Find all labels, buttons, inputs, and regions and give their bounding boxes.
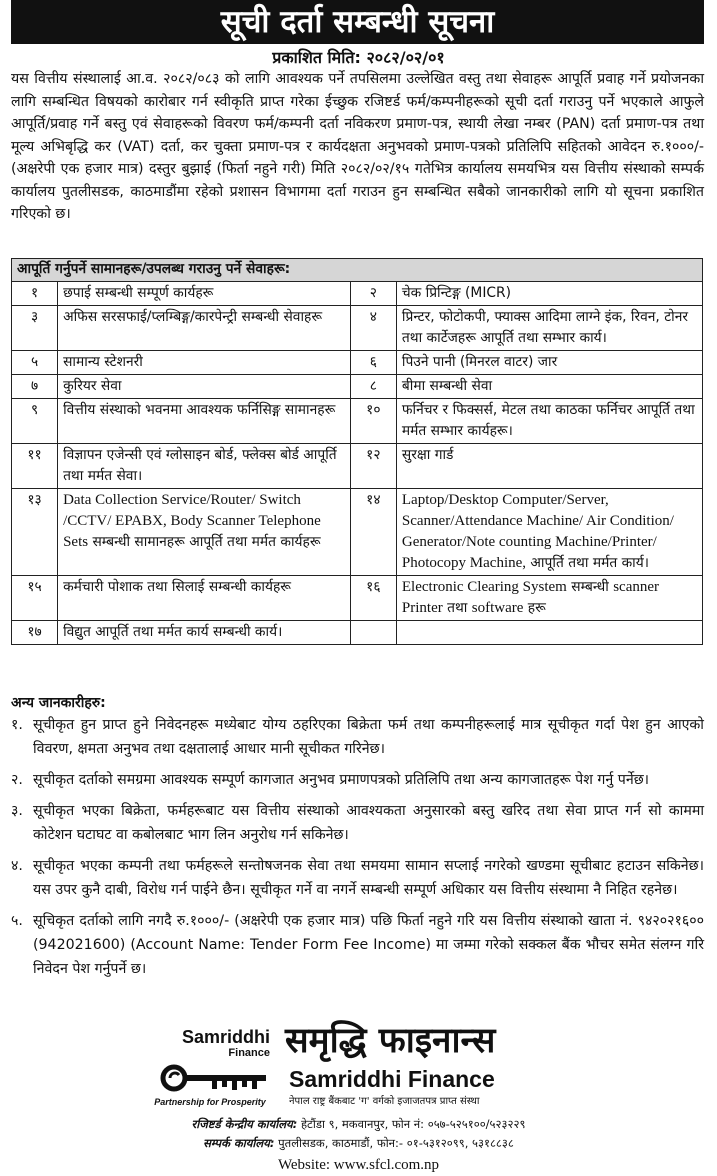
list-item bbox=[11, 713, 704, 761]
item-text: सामान्य स्टेशनरी bbox=[58, 351, 351, 375]
contact-office-value: पुतलीसडक, काठमाडौं, फोन:- ०१-५३१२०९९, ५३१८८३८ bbox=[274, 1136, 514, 1150]
published-date: प्रकाशित मिति: २०८२/०२/०१ bbox=[272, 48, 445, 67]
table-heading: आपूर्ति गर्नुपर्ने सामानहरू/उपलब्ध गराउनु पर्ने सेवाहरू: bbox=[12, 259, 703, 282]
supply-items-table bbox=[11, 258, 703, 645]
company-logo bbox=[154, 1027, 270, 1107]
list-item-number: ४. bbox=[11, 858, 23, 874]
notice-title-banner bbox=[11, 0, 704, 44]
table-row bbox=[12, 576, 703, 621]
item-number: ४ bbox=[350, 306, 396, 351]
item-text bbox=[396, 621, 702, 645]
table-row bbox=[12, 306, 703, 351]
item-text: चेक प्रिन्टिङ्ग (MICR) bbox=[396, 282, 702, 306]
key-icon bbox=[160, 1061, 270, 1095]
item-text bbox=[396, 489, 702, 576]
registered-office bbox=[0, 1117, 717, 1132]
item-text: फर्निचर र फिक्सर्स, मेटल तथा काठका फर्निचर आपूर्ति तथा मर्मत सम्भार कार्यहरू। bbox=[396, 399, 702, 444]
table-row bbox=[12, 621, 703, 645]
item-text-english: Laptop/Desktop Computer/Server, Scanner/Attendance Machine/ Air Condition/ Generator/Note counting Machine/Printer/ Photocopy Machine, bbox=[401, 492, 674, 571]
list-item bbox=[11, 799, 704, 847]
item-text bbox=[396, 576, 702, 621]
item-text: अफिस सरसफाई/प्लम्बिङ्ग/कारपेन्ट्री सम्बन्धी सेवाहरू bbox=[58, 306, 351, 351]
list-item-text: सूचिकृत दर्ताको लागि नगदै रु.१०००/- (अक्षरेपी एक हजार मात्र) पछि फिर्ता नहुने गरि यस वित्तीय संस्थाको खाता नं. ९४२०२१६०० (942021600) (Account Name: Tender Form Fee Income) मा जम्मा गरेको सक्कल बैंक भौचर समेत संलग्न गरि निवेदन पेश गर्नुपर्ने छ। bbox=[33, 913, 704, 977]
item-number: १५ bbox=[12, 576, 58, 621]
item-number: १२ bbox=[350, 444, 396, 489]
item-number: ३ bbox=[12, 306, 58, 351]
list-item-number: २. bbox=[11, 772, 23, 788]
other-info-list bbox=[11, 713, 704, 988]
item-number bbox=[350, 621, 396, 645]
list-item bbox=[11, 909, 704, 981]
list-item-text: सूचीकृत भएका बिक्रेता, फर्महरूबाट यस वित्तीय संस्थाको आवश्यकता अनुसारको बस्तु खरिद तथा सेवा प्राप्त गर्न सो काममा कोटेशन घटाघट वा कबोलबाट भाग लिन अनुरोध गर्न सकिनेछ। bbox=[33, 803, 704, 843]
brand-name-english: Samriddhi Finance bbox=[289, 1066, 495, 1092]
logo-word-finance: Finance bbox=[228, 1047, 270, 1059]
footer bbox=[0, 1015, 717, 1176]
item-text-english: Data Collection Service/Router/ Switch /CCTV/ EPABX, Body Scanner Telephone Sets bbox=[63, 492, 321, 550]
item-text: विद्युत आपूर्ति तथा मर्मत कार्य सम्बन्धी कार्य। bbox=[58, 621, 351, 645]
item-number: ८ bbox=[350, 375, 396, 399]
table-row bbox=[12, 399, 703, 444]
intro-paragraph: यस वित्तीय संस्थालाई आ.व. २०८२/०८३ को लागि आवश्यक पर्ने तपसिलमा उल्लेखित वस्तु तथा सेवाहरू आपूर्ति प्रवाह गर्ने प्रयोजनका लागि सम्बन्धित विषयको कारोबार गर्न स्वीकृति प्राप्त गरेका ईच्छुक रजिष्टर्ड फर्म/कम्पनीहरूको सूची दर्ता गराउनु पर्ने भएकाले आफुले आपूर्ति/प्रवाह गर्ने बस्तु एवं सेवाहरूको विवरण फर्म/कम्पनी दर्ता नविकरण प्रमाण-पत्र, स्थायी लेखा नम्बर (PAN) दर्ता प्रमाण-पत्र तथा मूल्य अभिबृद्धि कर (VAT) दर्ता, कर चुक्ता प्रमाण-पत्र र कार्यदक्षता अनुभवको प्रमाण-पत्रको प्रतिलिपि सहितको आवेदन रु.१०००/- (अक्षरेपी एक हजार मात्र) दस्तुर बुझाई (फिर्ता नहुने गरी) मिति २०८२/०२/१५ गतेभित्र कार्यालय समयभित्र यस वित्तीय संस्थाको सम्पर्क कार्यालय पुतलीसडक, काठमाडौंमा रहेको प्रशासन विभागमा दर्ता गराउन हुन सम्बन्धित सबैको जानकारीको लागि यो सूचना प्रकाशित गरिएको छ। bbox=[11, 71, 704, 222]
item-text: वित्तीय संस्थाको भवनमा आवश्यक फर्निसिङ्ग सामानहरू bbox=[58, 399, 351, 444]
item-text: पिउने पानी (मिनरल वाटर) जार bbox=[396, 351, 702, 375]
item-number: २ bbox=[350, 282, 396, 306]
table-row bbox=[12, 351, 703, 375]
contact-office-label: सम्पर्क कार्यालय: bbox=[203, 1136, 275, 1150]
item-text-nepali: सम्बन्धी सामानहरू आपूर्ति तथा मर्मत कार्यहरू bbox=[88, 534, 321, 550]
other-info-heading: अन्य जानकारीहरु: bbox=[11, 695, 106, 711]
item-number: ६ bbox=[350, 351, 396, 375]
table-header-row bbox=[12, 259, 703, 282]
item-text-nepali: सम्बन्धी bbox=[566, 579, 614, 595]
list-item-text: सूचीकृत दर्ताको समग्रमा आवश्यक सम्पूर्ण कागजात अनुभव प्रमाणपत्रको प्रतिलिपि तथा अन्य कागजातहरू पेश गर्नु पर्नेछ। bbox=[33, 772, 650, 788]
list-item-number: १. bbox=[11, 717, 23, 733]
item-text: विज्ञापन एजेन्सी एवं ग्लोसाइन बोर्ड, फ्लेक्स बोर्ड आपूर्ति तथा मर्मत सेवा। bbox=[58, 444, 351, 489]
table-row bbox=[12, 375, 703, 399]
license-note: नेपाल राष्ट्र बैंकबाट 'ग' वर्गको इजाजतपत्र प्राप्त संस्था bbox=[289, 1096, 480, 1107]
logo-word-samriddhi: Samriddhi bbox=[181, 1027, 270, 1047]
item-number: १ bbox=[12, 282, 58, 306]
item-number: १४ bbox=[350, 489, 396, 576]
table-row bbox=[12, 489, 703, 576]
item-text-nepali: आपूर्ति तथा मर्मत कार्य। bbox=[526, 555, 649, 571]
table-row bbox=[12, 444, 703, 489]
item-text-nepali: तथा bbox=[442, 600, 472, 616]
item-text-english: software bbox=[471, 600, 524, 616]
item-number: ५ bbox=[12, 351, 58, 375]
list-item bbox=[11, 768, 704, 792]
website-link[interactable]: Website: www.sfcl.com.np bbox=[277, 1157, 440, 1173]
table-row bbox=[12, 282, 703, 306]
list-item bbox=[11, 854, 704, 902]
item-number: ११ bbox=[12, 444, 58, 489]
registered-office-value: हेटौंडा ९, मकवानपुर, फोन नं: ०५७-५२५१००/५२३२२९ bbox=[297, 1117, 526, 1131]
item-number: ७ bbox=[12, 375, 58, 399]
item-number: १३ bbox=[12, 489, 58, 576]
registered-office-label: रजिष्टर्ड केन्द्रीय कार्यालय: bbox=[191, 1117, 298, 1131]
item-text: बीमा सम्बन्धी सेवा bbox=[396, 375, 702, 399]
list-item-number: ५. bbox=[11, 913, 23, 929]
item-text-nepali: हरू bbox=[523, 600, 546, 616]
item-text bbox=[58, 489, 351, 576]
item-text: प्रिन्टर, फोटोकपी, फ्याक्स आदिमा लाग्ने इंक, रिवन, टोनर तथा कार्टेजहरू आपूर्ति तथा सम्भार कार्य। bbox=[396, 306, 702, 351]
item-text-english: Electronic Clearing System bbox=[401, 579, 567, 595]
item-number: १६ bbox=[350, 576, 396, 621]
logo-tagline: Partnership for Prosperity bbox=[154, 1097, 266, 1107]
item-number: १७ bbox=[12, 621, 58, 645]
item-text: छपाई सम्बन्धी सम्पूर्ण कार्यहरू bbox=[58, 282, 351, 306]
list-item-number: ३. bbox=[11, 803, 23, 819]
item-text: कर्मचारी पोशाक तथा सिलाई सम्बन्धी कार्यहरू bbox=[58, 576, 351, 621]
list-item-text: सूचीकृत हुन प्राप्त हुने निवेदनहरू मध्येबाट योग्य ठहरिएका बिक्रेता फर्म तथा कम्पनीहरूलाई मात्र सूचीकृत गर्दा पेश हुन आएको विवरण, क्षमता अनुभव तथा दक्षतालाई आधार मानी सूचीकत गरिनेछ। bbox=[33, 717, 704, 757]
item-text: सुरक्षा गार्ड bbox=[396, 444, 702, 489]
brand-name-nepali: समृद्धि फाइनान्स bbox=[285, 1021, 496, 1061]
list-item-text: सूचीकृत भएका कम्पनी तथा फर्महरूले सन्तोषजनक सेवा तथा समयमा सामान सप्लाई नगरेको खण्डमा सूचीबाट हटाउन सकिनेछ। यस उपर कुनै दाबी, विरोध गर्न पाईने छैन। सूचीकृत गर्ने वा नगर्ने सम्बन्धी सम्पूर्ण अधिकार यस वित्तीय संस्थामा नै निहित रहनेछ। bbox=[33, 858, 704, 898]
contact-office bbox=[0, 1136, 717, 1151]
item-text: कुरियर सेवा bbox=[58, 375, 351, 399]
notice-title: सूची दर्ता सम्बन्धी सूचना bbox=[220, 4, 495, 40]
item-text-english: scanner Printer bbox=[401, 579, 660, 616]
item-number: १० bbox=[350, 399, 396, 444]
item-number: ९ bbox=[12, 399, 58, 444]
